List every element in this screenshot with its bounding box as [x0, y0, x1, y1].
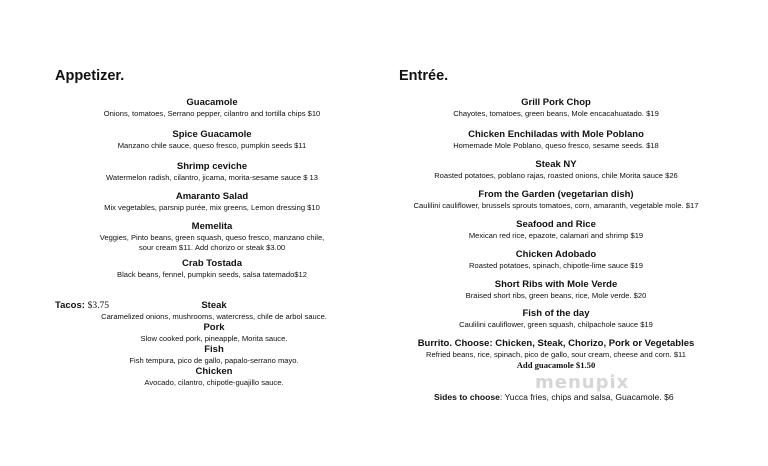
menu-item-spice-guacamole [0, 129, 424, 151]
item-name: Spice Guacamole [172, 129, 252, 140]
taco-chicken [0, 366, 428, 388]
item-name: Grill Pork Chop [521, 97, 591, 108]
item-name: Amaranto Salad [175, 191, 249, 202]
item-name: Pork [203, 322, 225, 333]
item-desc-line2: sour cream $11. Add chorizo or steak $3.00 [138, 243, 286, 252]
menu-item-crab-tostada [0, 258, 424, 280]
item-desc: Mexican red rice, epazote, calamari and shrimp $19 [468, 231, 644, 240]
item-desc: Slow cooked pork, pineapple, Morita sauce. [140, 334, 288, 343]
entree-heading: Entrée. [399, 68, 449, 84]
menu-item-guacamole [0, 97, 424, 119]
item-name: Memelita [191, 221, 233, 232]
item-name: Short Ribs with Mole Verde [494, 279, 618, 290]
menu-item-grill-pork-chop [384, 97, 728, 119]
item-name: Fish [204, 344, 224, 355]
taco-steak [0, 300, 428, 322]
item-desc: Black beans, fennel, pumpkin seeds, salsa tatemado$12 [117, 270, 307, 279]
sides-line [434, 392, 674, 402]
menu-item-burrito [384, 338, 728, 371]
item-desc: Roasted potatoes, spinach, chipotle-lime sauce $19 [469, 261, 643, 270]
menu-item-from-the-garden [384, 189, 728, 211]
item-name: Shrimp ceviche [176, 161, 248, 172]
item-desc: Onions, tomatoes, Serrano pepper, cilantro and tortilla chips $10 [103, 109, 321, 118]
menu-item-seafood-and-rice [384, 219, 728, 241]
item-name: Steak NY [535, 159, 577, 170]
taco-fish [0, 344, 428, 366]
menu-item-memelita [0, 221, 424, 253]
taco-pork [0, 322, 428, 344]
sides-text: : Yucca fries, chips and salsa, Guacamole. $6 [499, 392, 674, 402]
item-desc-line1: Veggies, Pinto beans, green squash, queso fresco, manzano chile, [99, 233, 325, 242]
menu-item-short-ribs [384, 279, 728, 301]
item-desc: Manzano chile sauce, queso fresco, pumpkin seeds $11 [117, 141, 307, 150]
menu-item-fish-of-the-day [384, 308, 728, 330]
item-name: Chicken Enchiladas with Mole Poblano [468, 129, 644, 140]
item-name: Burrito. Choose: Chicken, Steak, Chorizo, Pork or Vegetables [417, 338, 695, 349]
item-desc: Watermelon radish, cilantro, jicama, morita-sesame sauce $ 13 [105, 173, 318, 182]
item-name: Guacamole [186, 97, 238, 108]
item-desc: Braised short ribs, green beans, rice, Mole verde. $20 [465, 291, 647, 300]
tacos-price: $3.75 [87, 301, 109, 311]
item-desc: Avocado, cilantro, chipotle-guajillo sauce. [144, 378, 284, 387]
item-name: Fish of the day [522, 308, 590, 319]
item-name: Steak [201, 300, 227, 311]
sides-label: Sides to choose [434, 392, 500, 402]
item-desc: Caramelized onions, mushrooms, watercress, chile de arbol sauce. [101, 312, 327, 321]
item-name: From the Garden (vegetarian dish) [478, 189, 634, 200]
item-name: Crab Tostada [181, 258, 242, 269]
menu-item-chicken-adobado [384, 249, 728, 271]
item-addon: Add guacamole $1.50 [516, 360, 596, 370]
item-name: Seafood and Rice [516, 219, 596, 230]
item-desc: Caulilini cauliflower, brussels sprouts tomatoes, corn, amaranth, vegetable mole. $17 [413, 201, 699, 210]
menu-item-amaranto-salad [0, 191, 424, 213]
menu-item-steak-ny [384, 159, 728, 181]
item-desc: Caulilini cauliflower, green squash, chilpachole sauce $19 [459, 320, 653, 329]
item-desc: Fish tempura, pico de gallo, papalo-serrano mayo. [129, 356, 299, 365]
item-desc: Mix vegetables, parsnip purée, mix greens, Lemon dressing $10 [104, 203, 320, 212]
item-desc: Roasted potatoes, poblano rajas, roasted onions, chile Morita sauce $26 [434, 171, 678, 180]
menupix-watermark: menupix [535, 372, 630, 393]
item-desc: Chayotes, tomatoes, green beans, Mole encacahuatado. $19 [453, 109, 659, 118]
tacos-title: Tacos: [55, 300, 85, 311]
appetizer-heading: Appetizer. [55, 68, 125, 84]
item-desc: Refried beans, rice, spinach, pico de gallo, sour cream, cheese and corn. $11 [426, 350, 686, 359]
item-name: Chicken [195, 366, 233, 377]
item-desc: Homemade Mole Poblano, queso fresco, sesame seeds. $18 [453, 141, 659, 150]
item-name: Chicken Adobado [515, 249, 597, 260]
menu-item-chicken-enchiladas [384, 129, 728, 151]
menu-item-shrimp-ceviche [0, 161, 424, 183]
